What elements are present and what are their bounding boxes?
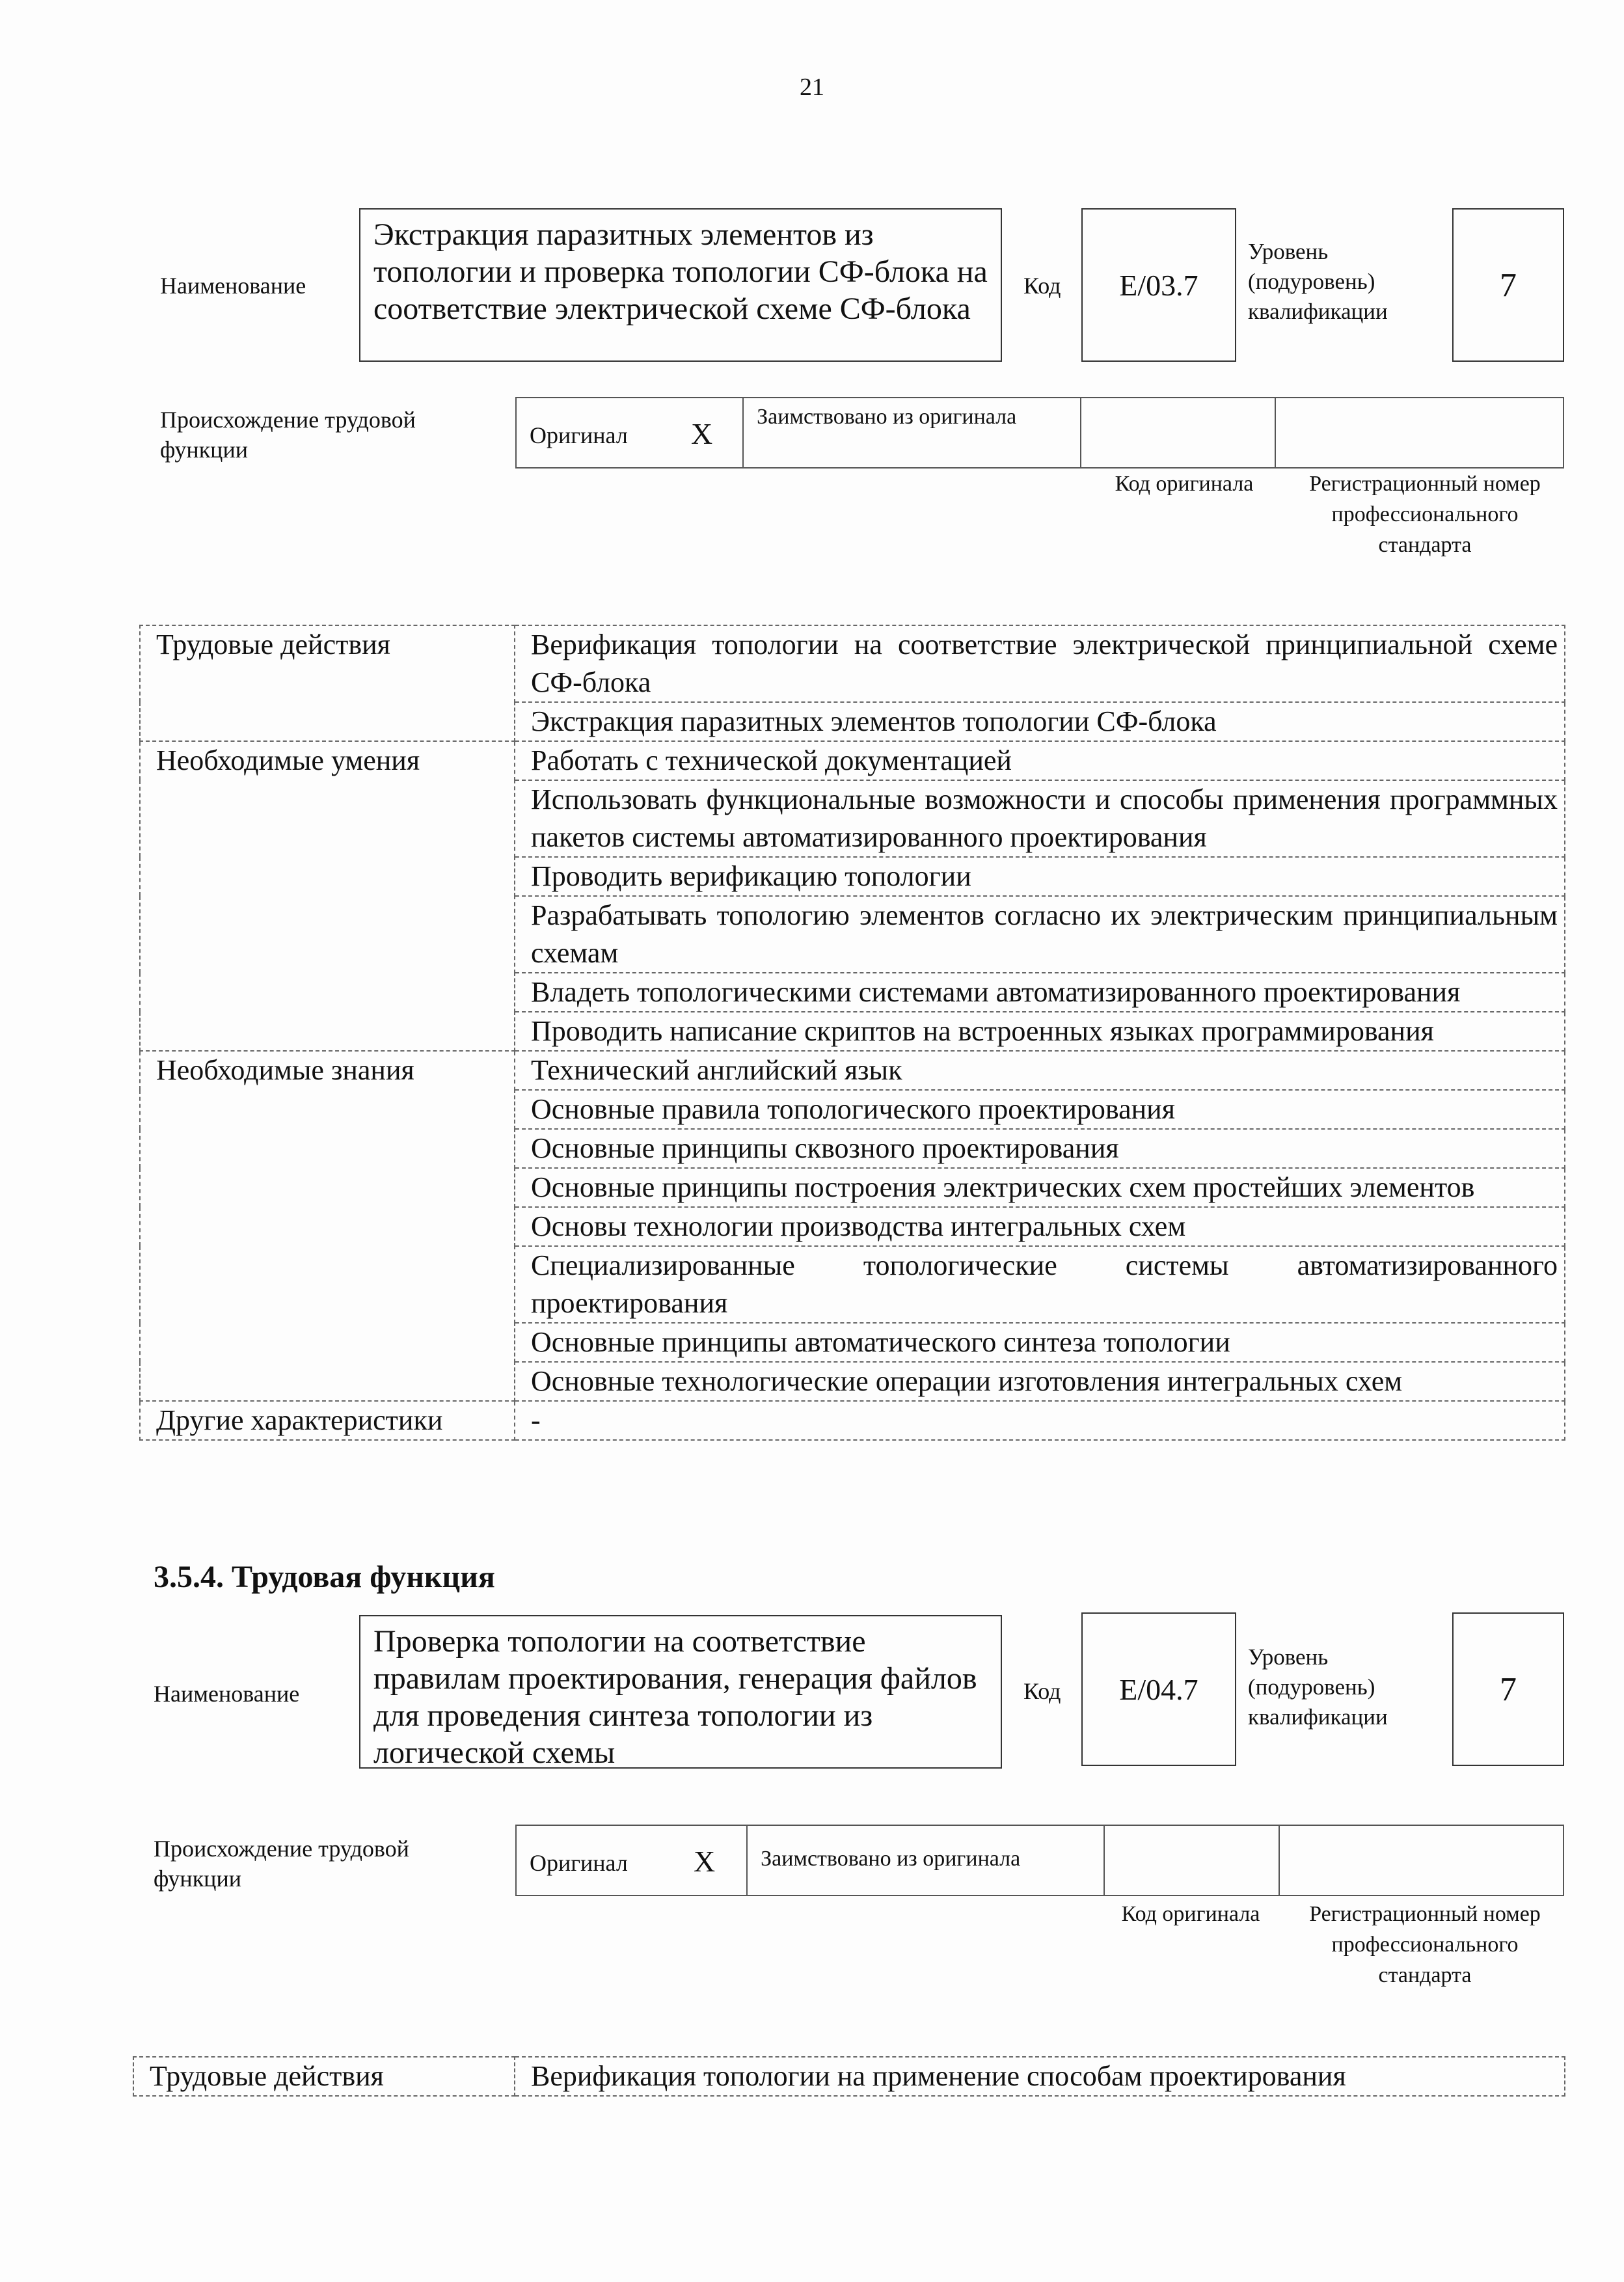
code-value: E/03.7 <box>1081 208 1236 362</box>
row-head: Необходимые умения <box>140 741 515 1051</box>
name-label: Наименование <box>154 1681 300 1707</box>
original-label: Оригинал <box>530 1850 628 1876</box>
code-orig-caption: Код оригинала <box>1115 472 1254 496</box>
code-orig-caption: Код оригинала <box>1121 1902 1260 1926</box>
level-value: 7 <box>1452 208 1564 362</box>
section-heading: 3.5.4. Трудовая функция <box>154 1560 495 1594</box>
row-head: Другие характеристики <box>140 1401 515 1440</box>
origin-table <box>515 1825 1564 1896</box>
table-row <box>133 2057 1565 2096</box>
row-item: Использовать функциональные возможности и способы применения программных пакетов системы автоматизированного проектирования <box>515 780 1565 857</box>
reg-number-cell <box>1276 398 1563 467</box>
reg-number-caption: Регистрационный номер профессионального стандарта <box>1309 472 1541 557</box>
row-item: Экстракция паразитных элементов топологии СФ-блока <box>515 702 1565 741</box>
row-item: - <box>515 1401 1565 1440</box>
job-function-table <box>139 625 1565 1441</box>
row-item: Верификация топологии на соответствие электрической принципиальной схеме СФ-блока <box>515 625 1565 702</box>
table-row <box>140 741 1565 780</box>
row-head: Трудовые действия <box>140 625 515 741</box>
original-code-cell <box>1105 1826 1280 1895</box>
row-item: Технический английский язык <box>515 1051 1565 1090</box>
original-mark: X <box>691 417 713 450</box>
original-code-cell <box>1081 398 1276 467</box>
row-item: Основы технологии производства интегральных схем <box>515 1207 1565 1246</box>
row-head: Необходимые знания <box>140 1051 515 1401</box>
row-item: Основные технологические операции изготовления интегральных схем <box>515 1362 1565 1401</box>
table-row <box>140 1051 1565 1090</box>
row-item: Основные правила топологического проектирования <box>515 1090 1565 1129</box>
row-item: Разрабатывать топологию элементов согласно их электрическим принципиальным схемам <box>515 896 1565 973</box>
original-label: Оригинал <box>530 422 628 448</box>
row-item: Владеть топологическими системами автоматизированного проектирования <box>515 973 1565 1012</box>
level-label: Уровень (подуровень) квалификации <box>1248 1644 1388 1730</box>
borrowed-cell: Заимствовано из оригинала <box>748 1826 1105 1895</box>
origin-label: Происхождение трудовой функции <box>160 407 416 463</box>
row-item: Работать с технической документацией <box>515 741 1565 780</box>
borrowed-cell: Заимствовано из оригинала <box>744 398 1081 467</box>
row-item: Проводить верификацию топологии <box>515 857 1565 896</box>
page-number: 21 <box>800 74 824 101</box>
row-item: Верификация топологии на применение способам проектирования <box>515 2057 1565 2096</box>
level-value: 7 <box>1452 1612 1564 1766</box>
origin-table <box>515 397 1564 469</box>
original-cell <box>517 398 744 467</box>
reg-number-caption: Регистрационный номер профессионального стандарта <box>1309 1902 1541 1987</box>
table-row <box>140 625 1565 702</box>
function-name-box: Экстракция паразитных элементов из топологии и проверка топологии СФ-блока на соответствие электрической схеме СФ-блока <box>359 208 1002 362</box>
row-item: Основные принципы сквозного проектирования <box>515 1129 1565 1168</box>
code-label: Код <box>1023 273 1061 299</box>
row-item: Специализированные топологические системы автоматизированного проектирования <box>515 1246 1565 1323</box>
row-item: Проводить написание скриптов на встроенных языках программирования <box>515 1012 1565 1051</box>
code-value: E/04.7 <box>1081 1612 1236 1766</box>
function-name-box: Проверка топологии на соответствие правилам проектирования, генерация файлов для проведения синтеза топологии из логической схемы <box>359 1615 1002 1769</box>
table-row <box>140 1401 1565 1440</box>
original-cell <box>517 1826 748 1895</box>
row-item: Основные принципы автоматического синтеза топологии <box>515 1323 1565 1362</box>
job-actions-table <box>133 2056 1565 2097</box>
row-item: Основные принципы построения электрических схем простейших элементов <box>515 1168 1565 1207</box>
level-label: Уровень (подуровень) квалификации <box>1248 239 1388 324</box>
reg-number-cell <box>1280 1826 1563 1895</box>
origin-label: Происхождение трудовой функции <box>154 1836 409 1892</box>
code-label: Код <box>1023 1678 1061 1704</box>
row-head: Трудовые действия <box>133 2057 515 2096</box>
name-label: Наименование <box>160 273 306 299</box>
original-mark: X <box>694 1845 716 1878</box>
